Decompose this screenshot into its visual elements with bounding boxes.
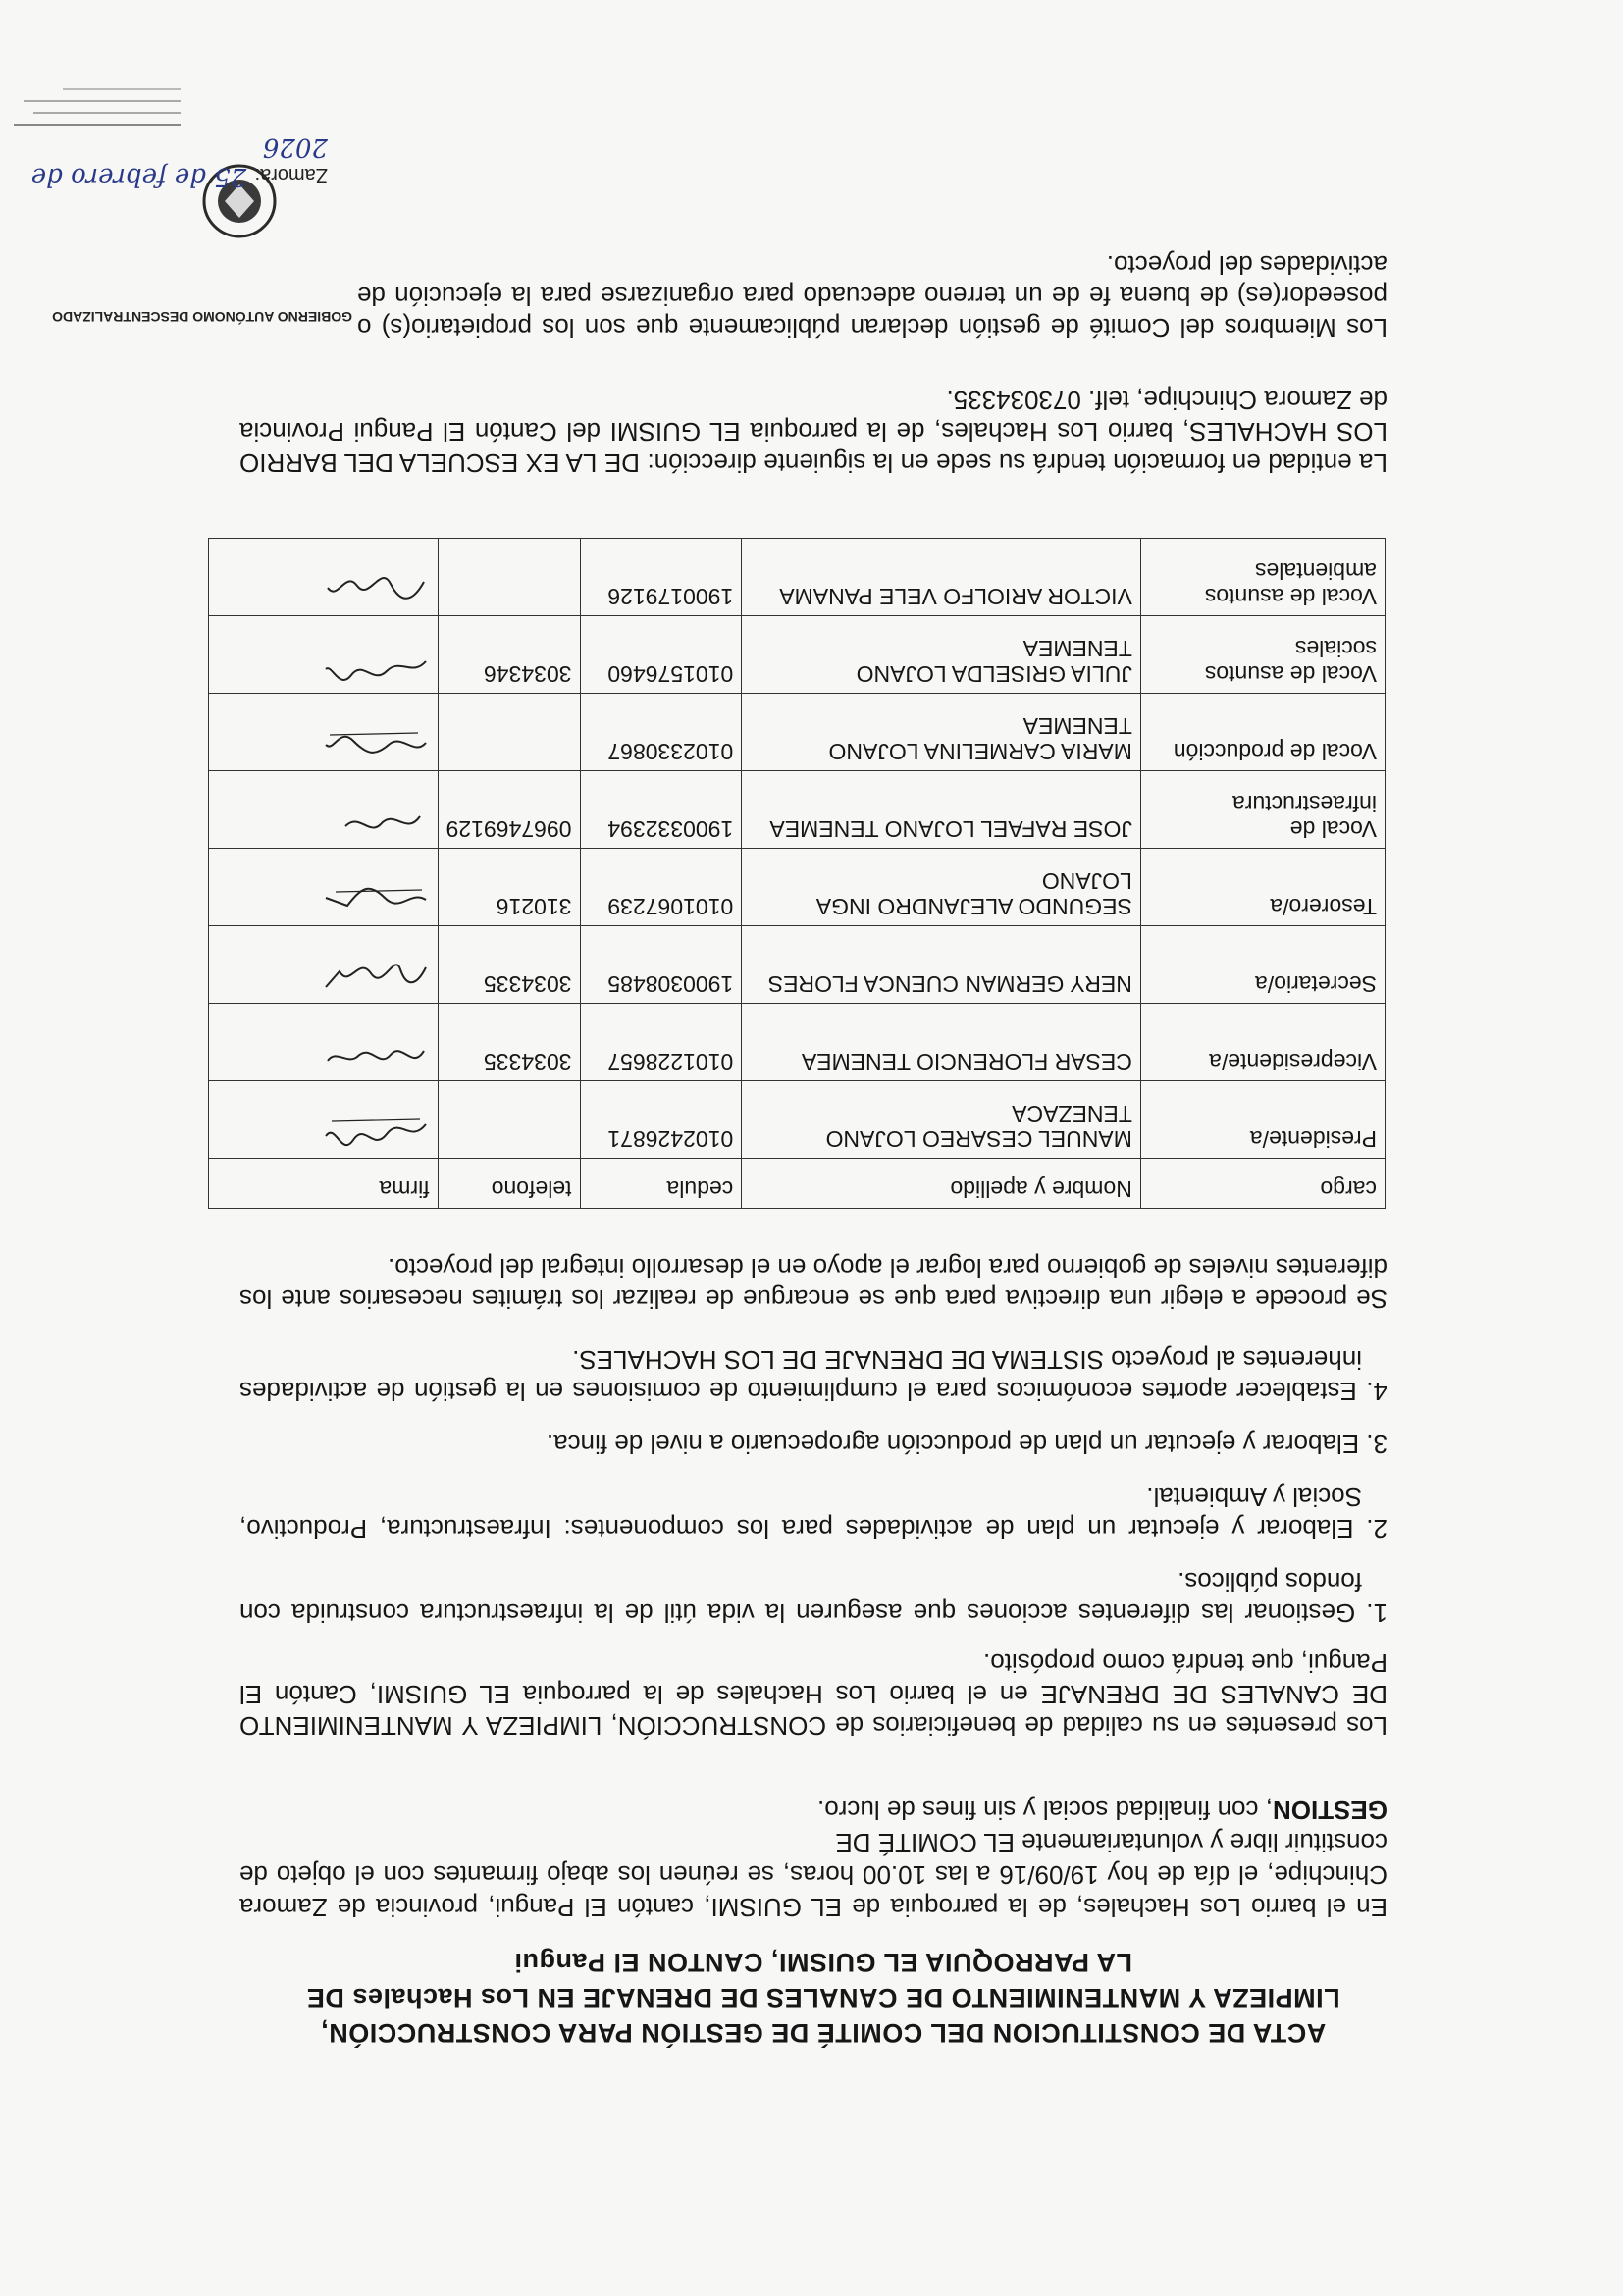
cell-nombre: MARIA CARMELINA LOJANO TENEMEA xyxy=(742,694,1141,771)
cell-cargo: Vocal de producción xyxy=(1140,694,1385,771)
cell-firma xyxy=(209,1081,439,1159)
table-row xyxy=(209,1004,1386,1081)
signature-icon xyxy=(322,648,430,687)
cell-firma xyxy=(209,694,439,771)
table-row xyxy=(209,616,1386,694)
seat-paragraph: La entidad en formación tendrá su sede en la siguiente dirección: DE LA EX ESCUELA DEL BARRIO LOS HACHALES, barrio Los Hachales, de la parroquia EL GUISMI del Cantón El Pangui Provincia de Zamora Chinchipe, telf. 073034335. xyxy=(239,386,1387,478)
cell-telefono: 0967469129 xyxy=(438,771,580,849)
cell-nombre: JULIA GRISELDA LOJANO TENEMEA xyxy=(742,616,1141,694)
cell-cargo: Vicepresidente/a xyxy=(1140,1004,1385,1081)
cell-cedula: 0102426871 xyxy=(580,1081,742,1159)
cell-firma xyxy=(209,539,439,616)
cell-nombre: NERY GERMAN CUENCA FLORES xyxy=(742,926,1141,1004)
header-cargo: cargo xyxy=(1140,1159,1385,1209)
cell-firma xyxy=(209,926,439,1004)
cell-cedula: 0101067239 xyxy=(580,849,742,926)
handwritten-date: 25 de febrero de 2026 xyxy=(30,132,328,191)
cell-telefono: 3034335 xyxy=(438,1004,580,1081)
objective-item: 2. Elaborar y ejecutar un plan de actividades para los componentes: Infraestructura, Productivo, Social y Ambiental. xyxy=(239,1483,1387,1543)
date-label: Zamora: xyxy=(254,164,328,185)
cell-telefono xyxy=(438,539,580,616)
table-row xyxy=(209,539,1386,616)
purpose-paragraph: Los presentes en su calidad de beneficiarios de CONSTRUCCIÓN, LIMPIEZA Y MANTENIMIENTO DE CANALES DE DRENAJE en el barrio Los Hachales de la parroquia EL GUISMI, Cantón El Pangui, que tendrá como propósito. xyxy=(239,1648,1387,1741)
signature-icon xyxy=(322,880,430,919)
objectives-list xyxy=(239,1323,1387,1629)
title-line-2: LIMPIEZA Y MANTENIMIENTO DE CANALES DE DRENAJE EN Los Hachales DE xyxy=(306,1983,1340,2012)
objective-item: 4. Establecer aportes económicos para el cumplimiento de comisiones en la gestión de actividades inherentes al proyecto SISTEMA DE DRENAJE DE LOS HACHALES. xyxy=(239,1345,1387,1406)
faint-stamp-icon xyxy=(4,83,181,132)
signature-icon xyxy=(322,1035,430,1074)
signature-icon xyxy=(322,1113,430,1152)
objective-item: 1. Gestionar las diferentes acciones que aseguren la vida útil de la infraestructura construida con fondos públicos. xyxy=(239,1567,1387,1628)
cell-firma xyxy=(209,1004,439,1081)
cell-cedula: 0101228657 xyxy=(580,1004,742,1081)
signature-icon xyxy=(322,570,430,609)
table-header-row xyxy=(209,1159,1386,1209)
signature-icon xyxy=(322,958,430,997)
cell-nombre: JOSE RAFAEL LOJANO TENEMEA xyxy=(742,771,1141,849)
cell-cargo: Vocal de asuntos sociales xyxy=(1140,616,1385,694)
cell-nombre: CESAR FLORENCIO TENEMEA xyxy=(742,1004,1141,1081)
header-cedula: cedula xyxy=(580,1159,742,1209)
cell-nombre: MANUEL CESAREO LOJANO TENEZACA xyxy=(742,1081,1141,1159)
government-name: GOBIERNO AUTÓNOMO DESCENTRALIZADO xyxy=(52,309,352,325)
cell-cargo: Vocal de asuntos ambientales xyxy=(1140,539,1385,616)
intro-text: En el barrio Los Hachales, de la parroquia de EL GUISMI, cantón El Pangui, provincia de Zamora Chinchipe, el día de hoy 19/09/16 a las 10.00 horas, se reúnen los abajo firmantes con el objeto de constituir libre y voluntariamente EL COMITÉ DE xyxy=(239,1828,1387,1922)
header-firma: firma xyxy=(209,1159,439,1209)
cell-nombre: SEGUNDO ALEJANDRO INGA LOJANO xyxy=(742,849,1141,926)
title-line-3: LA PARROQUIA EL GUISMI, CANTON El Pangui xyxy=(513,1948,1133,1977)
table-row xyxy=(209,926,1386,1004)
intro-bold: GESTION xyxy=(1272,1796,1387,1825)
header-telefono: telefono xyxy=(438,1159,580,1209)
cell-cedula: 1900332394 xyxy=(580,771,742,849)
intro-paragraph xyxy=(239,1794,1387,1923)
cell-cedula: 0102330867 xyxy=(580,694,742,771)
table-row xyxy=(209,694,1386,771)
cell-telefono: 310216 xyxy=(438,849,580,926)
cell-telefono xyxy=(438,694,580,771)
objective-item: 3. Elaborar y ejecutar un plan de producción agropecuario a nivel de finca. xyxy=(546,1430,1387,1459)
cell-firma xyxy=(209,771,439,849)
cell-nombre: VICTOR ARIOLFO VELE PANAMA xyxy=(742,539,1141,616)
cell-firma xyxy=(209,616,439,694)
table-row xyxy=(209,771,1386,849)
declaration-paragraph: Los Miembros del Comité de gestión declaran públicamente que son los propietario(s) o poseedor(es) de buena fe de un terreno adecuado para organizarse para la ejecución de actividades del proyecto. xyxy=(357,250,1387,342)
cell-telefono: 3034335 xyxy=(438,926,580,1004)
cell-cedula: 1900179126 xyxy=(580,539,742,616)
date-line xyxy=(14,132,328,191)
cell-cargo: Tesorero/a xyxy=(1140,849,1385,926)
cell-cargo: Presidente/a xyxy=(1140,1081,1385,1159)
cell-telefono: 3034346 xyxy=(438,616,580,694)
government-stamp xyxy=(28,310,352,324)
intro-tail: , con finalidad social y sin fines de lucro. xyxy=(817,1796,1273,1825)
signature-icon xyxy=(322,725,430,764)
cell-cedula: 1900308485 xyxy=(580,926,742,1004)
title-line-1: ACTA DE CONSTITUCION DEL COMITÉ DE GESTIÓN PARA CONSTRUCCIÓN, xyxy=(320,2018,1327,2048)
faint-stamp-lines xyxy=(4,79,181,132)
cell-telefono xyxy=(438,1081,580,1159)
board-members-table xyxy=(208,538,1386,1209)
cell-cargo: Vocal de infraestructura xyxy=(1140,771,1385,849)
table-row xyxy=(209,1081,1386,1159)
proceed-paragraph: Se procede a elegir una directiva para que se encargue de realizar los trámites necesarios ante los diferentes niveles de gobierno para lograr el apoyo en el desarrollo integral del proyecto. xyxy=(239,1253,1387,1314)
document-title xyxy=(259,1945,1387,2051)
cell-cargo: Secretario/a xyxy=(1140,926,1385,1004)
table-row xyxy=(209,849,1386,926)
cell-cedula: 0101576460 xyxy=(580,616,742,694)
header-nombre: Nombre y apellido xyxy=(742,1159,1141,1209)
cell-firma xyxy=(209,849,439,926)
signature-icon xyxy=(322,803,430,842)
